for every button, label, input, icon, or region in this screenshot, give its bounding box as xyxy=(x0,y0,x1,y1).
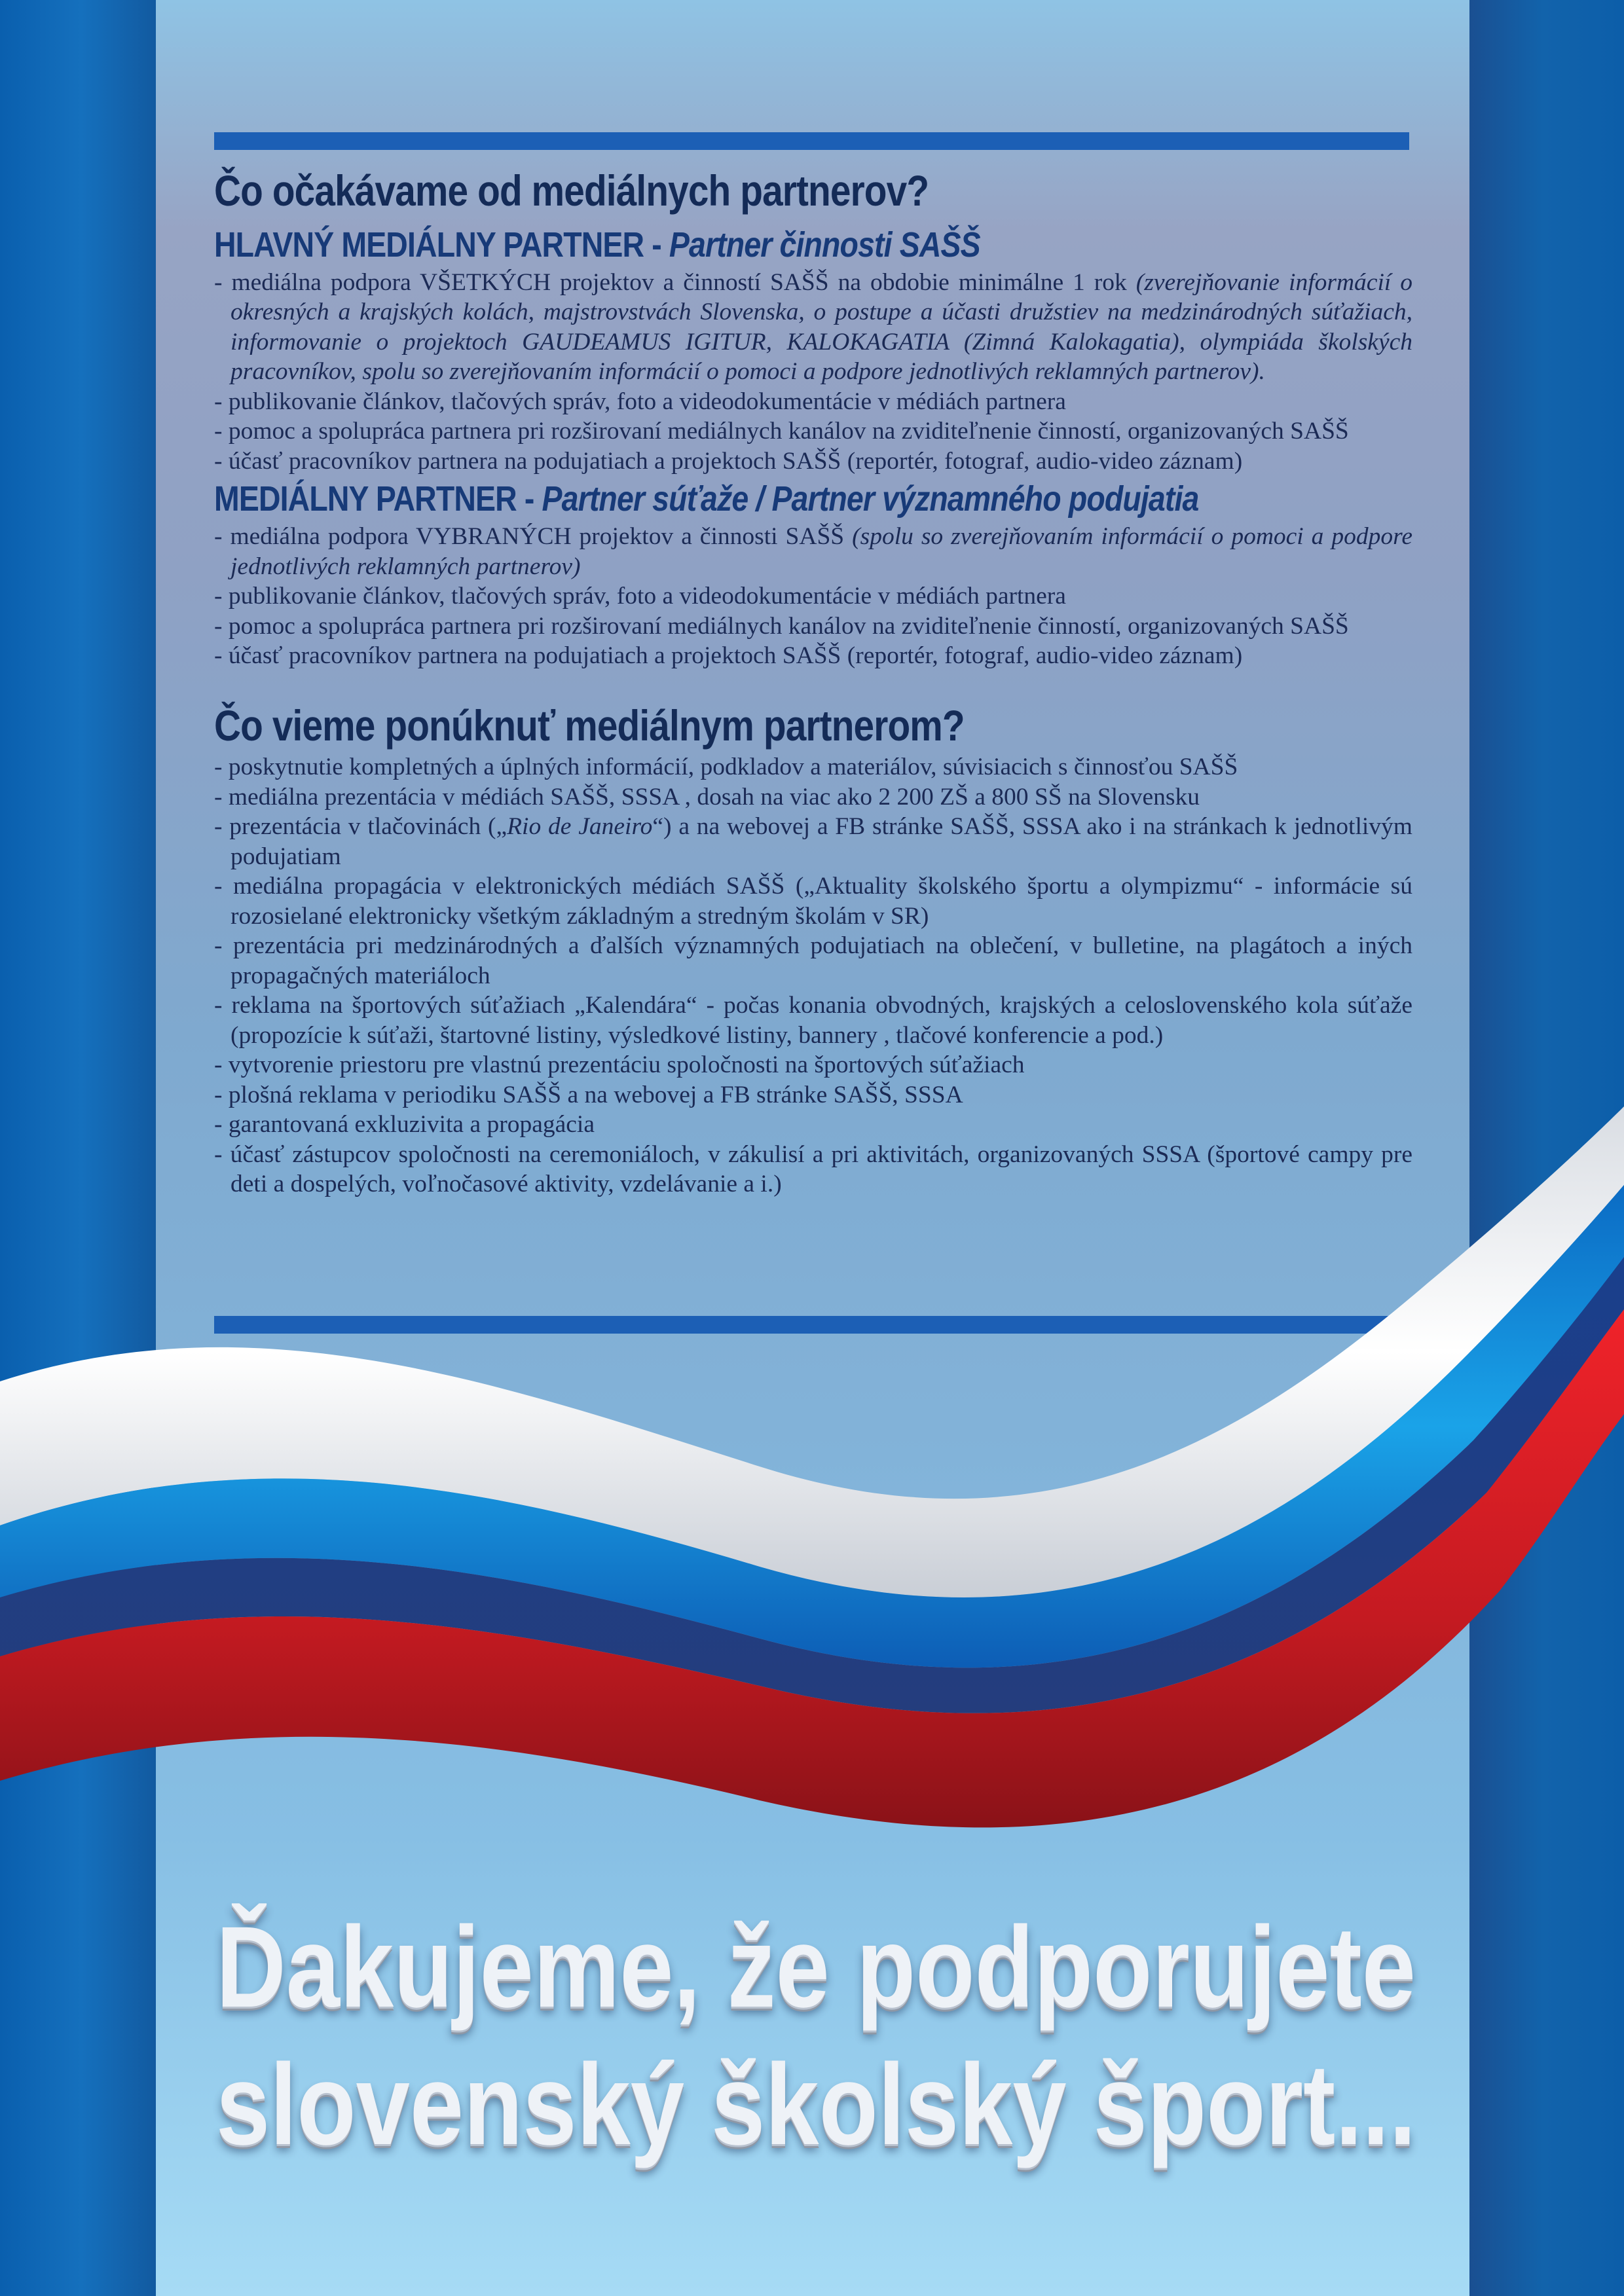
main-partner-list xyxy=(214,268,1412,477)
media-partner-heading xyxy=(214,476,1245,522)
media-partner-subtitle: Partner súťaže / Partner významného podujatia xyxy=(542,479,1199,519)
list-item: - mediálna prezentácia v médiách SAŠŠ, SSSA , dosah na viac ako 2 200 ZŠ a 800 SŠ na Slovensku xyxy=(214,783,1200,811)
media-partner-list xyxy=(214,522,1412,671)
list-item: - mediálna podpora VŠETKÝCH projektov a činností SAŠŠ na obdobie minimálne 1 rok (zverejňovanie informácií o okresných a krajských kolách, majstrovstvách Slovenska, o postupe a účasti družstiev na medzinárodných súťažiach, informovanie o projektoch GAUDEAMUS IGITUR, KALOKAGATIA (Zimná Kalokagatia), olympiáda školských pracovníkov, spolu so zverejňovaním informácií o pomoci a podpore jednotlivých reklamných partnerov). xyxy=(214,268,1412,386)
list-item: - pomoc a spolupráca partnera pri rozširovaní mediálnych kanálov na zviditeľnenie činností, organizovaných SAŠŠ xyxy=(214,418,1349,445)
list-item: - reklama na športových súťažiach „Kalendára“ - počas konania obvodných, krajských a celoslovenského kola súťaže (propozície k súťaži, štartovné listiny, výsledkové listiny, bannery , tlačové konferencie a pod.) xyxy=(214,992,1412,1049)
main-partner-subtitle: Partner činnosti SAŠŠ xyxy=(669,225,980,264)
list-item: - publikovanie článkov, tlačových správ, foto a videodokumentácie v médiách partnera xyxy=(214,388,1066,415)
main-partner-heading xyxy=(214,222,1245,268)
list-item: - prezentácia v tlačovinách („Rio de Janeiro“) a na webovej a FB stránke SAŠŠ, SSSA ako i na stránkach k jednotlivým podujatiam xyxy=(214,813,1412,870)
list-item: - publikovanie článkov, tlačových správ, foto a videodokumentácie v médiách partnera xyxy=(214,583,1066,610)
section1-heading: Čo očakávame od mediálnych partnerov? xyxy=(214,166,929,215)
list-item: - plošná reklama v periodiku SAŠŠ a na webovej a FB stránke SAŠŠ, SSSA xyxy=(214,1081,963,1108)
list-item: - mediálna podpora VYBRANÝCH projektov a činnosti SAŠŠ (spolu so zverejňovaním informácií o pomoci a podpore jednotlivých reklamných partnerov) xyxy=(214,523,1412,580)
main-content xyxy=(214,164,1412,1199)
list-item: - vytvorenie priestoru pre vlastnú prezentáciu spoločnosti na športových súťažiach xyxy=(214,1051,1025,1079)
list-item: - pomoc a spolupráca partnera pri rozširovaní mediálnych kanálov na zviditeľnenie činností, organizovaných SAŠŠ xyxy=(214,612,1349,640)
list-item: - účasť pracovníkov partnera na podujatiach a projektoch SAŠŠ (reportér, fotograf, audio-video záznam) xyxy=(214,642,1243,670)
list-item: - garantovaná exkluzivita a propagácia xyxy=(214,1111,595,1139)
list-item: - účasť pracovníkov partnera na podujatiach a projektoch SAŠŠ (reportér, fotograf, audio-video záznam) xyxy=(214,447,1243,475)
list-item: - poskytnutie kompletných a úplných informácií, podkladov a materiálov, súvisiacich s činnosťou SAŠŠ xyxy=(214,754,1238,781)
media-partner-title: MEDIÁLNY PARTNER - xyxy=(214,479,542,519)
slovak-flag-wave xyxy=(0,1048,1624,1899)
thank-you-line-2: slovenský školský šport... xyxy=(216,2041,1416,2169)
thank-you-line-1: Ďakujeme, že podporujete xyxy=(216,1903,1416,2032)
main-partner-title: HLAVNÝ MEDIÁLNY PARTNER - xyxy=(214,225,669,264)
top-divider xyxy=(214,132,1409,150)
thank-you-message xyxy=(216,1899,1414,2174)
list-item: - prezentácia pri medzinárodných a ďalších významných podujatiach na oblečení, v bulletine, na plagátoch a iných propagačných materiáloch xyxy=(214,932,1412,989)
list-item: - mediálna propagácia v elektronických médiách SAŠŠ („Aktuality školského športu a olympizmu“ - informácie sú rozosielané elektronicky všetkým základným a stredným školám v SR) xyxy=(214,873,1412,930)
list-item: - účasť zástupcov spoločnosti na ceremoniáloch, v zákulisí a pri aktivitách, organizovaných SSSA (športové campy pre deti a dospelých, voľnočasové aktivity, vzdelávanie a i.) xyxy=(214,1140,1412,1198)
section2-heading: Čo vieme ponúknuť mediálnym partnerom? xyxy=(214,701,965,750)
